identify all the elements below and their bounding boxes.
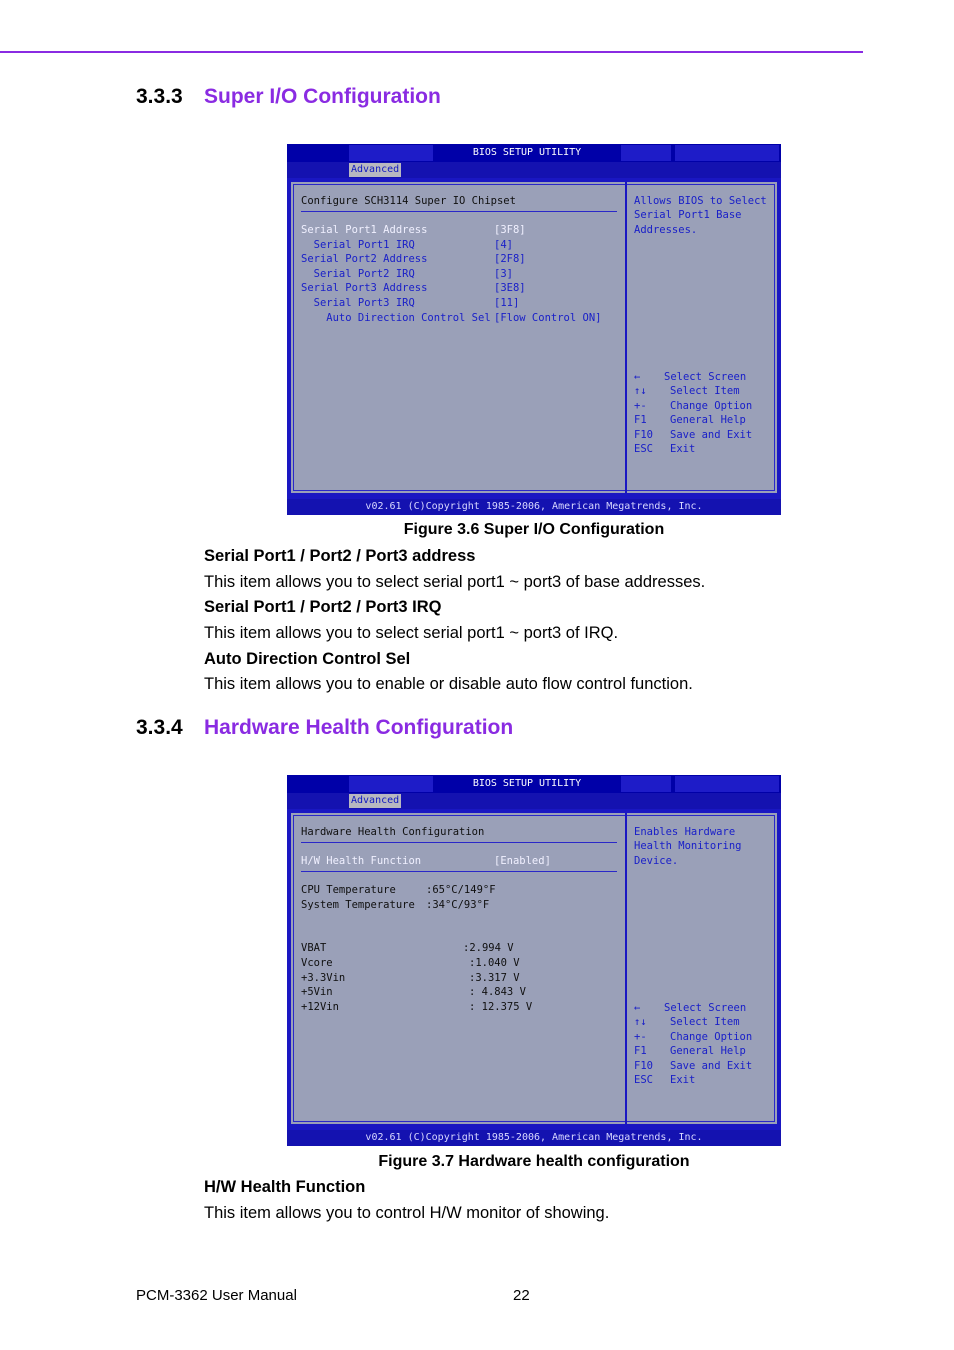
bios-screenshot-super-io [287,144,781,515]
bios-key-name: +- [634,1031,647,1043]
bios-panel-divider [625,182,627,493]
bios-help-text: Enables Hardware [634,826,736,838]
bios-readout-vcore-label: Vcore [301,957,333,969]
footer-page-number: 22 [513,1287,530,1304]
bios-key-desc: Save and Exit [670,429,753,441]
item-description: This item allows you to select serial port1 ~ port3 of base addresses. [204,573,706,591]
bios-tab-bar [287,793,781,809]
bios-key-name: +- [634,400,647,412]
bios-key-name: F1 [634,1045,647,1057]
bios-key-name: ESC [634,1074,653,1086]
section-heading-super-io [136,85,441,109]
bios-key-desc: Select Screen [664,1002,747,1014]
bios-value-auto-direction-control[interactable]: [Flow Control ON] [494,312,602,324]
bios-key-name: ← [634,1002,641,1014]
bios-status-bar: v02.61 (C)Copyright 1985-2006, American Megatrends, Inc. [287,499,781,515]
bios-section-heading: Configure SCH3114 Super IO Chipset [301,195,516,207]
section-number: 3.3.3 [136,85,183,108]
bios-help-text: Health Monitoring [634,840,742,852]
tab-advanced[interactable]: Advanced [351,164,400,175]
section-number: 3.3.4 [136,716,183,739]
bios-key-name: ← [634,371,641,383]
bios-value-serial-port3-address[interactable]: [3E8] [494,282,526,294]
bios-help-text: Addresses. [634,224,698,236]
section-title: Super I/O Configuration [204,85,441,108]
bios-main-panel [289,811,779,1126]
bios-setting-serial-port3-address[interactable]: Serial Port3 Address [301,282,428,294]
header-rule [0,51,863,53]
bios-key-name: ESC [634,443,653,455]
figure-caption: Figure 3.6 Super I/O Configuration [403,521,665,538]
section-heading-hardware-health [136,716,513,740]
item-description: This item allows you to control H/W monitor of showing. [204,1204,610,1222]
item-heading: H/W Health Function [204,1178,366,1196]
figure-caption: Figure 3.7 Hardware health configuration [378,1153,690,1170]
bios-screenshot-hardware-health [287,775,781,1146]
bios-key-desc: Change Option [670,400,753,412]
bios-value-serial-port3-irq[interactable]: [11] [494,297,520,309]
bios-readout-3v3: :3.317 V [469,972,520,984]
bios-key-name: F10 [634,1060,653,1072]
bios-title-bar [287,775,781,793]
bios-key-desc: General Help [670,414,746,426]
bios-setting-serial-port2-irq[interactable]: Serial Port2 IRQ [301,268,415,280]
bios-key-desc: Change Option [670,1031,753,1043]
bios-readout-system-temperature-label: System Temperature [301,899,415,911]
bios-title: BIOS SETUP UTILITY [472,147,582,158]
bios-title-bar [287,144,781,162]
bios-help-text: Serial Port1 Base [634,209,742,221]
bios-readout-5v-label: +5Vin [301,986,333,998]
item-description: This item allows you to enable or disable auto flow control function. [204,675,693,693]
item-heading: Serial Port1 / Port2 / Port3 address [204,547,476,565]
bios-key-desc: General Help [670,1045,746,1057]
bios-readout-5v: : 4.843 V [469,986,526,998]
bios-key-name: F1 [634,414,647,426]
bios-readout-cpu-temperature-label: CPU Temperature [301,884,396,896]
bios-key-desc: Exit [670,1074,696,1086]
item-heading: Serial Port1 / Port2 / Port3 IRQ [204,598,442,616]
bios-readout-12v: : 12.375 V [469,1001,533,1013]
bios-key-name: ↑↓ [634,385,647,397]
bios-value-serial-port1-address[interactable]: [3F8] [494,224,526,236]
bios-tab-bar [287,162,781,178]
bios-main-panel [289,180,779,495]
bios-value-serial-port2-irq[interactable]: [3] [494,268,513,280]
bios-setting-auto-direction-control[interactable]: Auto Direction Control Sel [301,312,491,324]
bios-readout-12v-label: +12Vin [301,1001,339,1013]
bios-readout-vbat: :2.994 V [463,942,514,954]
tab-advanced[interactable]: Advanced [351,795,400,806]
bios-setting-serial-port3-irq[interactable]: Serial Port3 IRQ [301,297,415,309]
bios-key-desc: Select Item [670,1016,740,1028]
bios-key-name: ↑↓ [634,1016,647,1028]
bios-readout-3v3-label: +3.3Vin [301,972,346,984]
bios-key-name: F10 [634,429,653,441]
item-heading: Auto Direction Control Sel [204,650,411,668]
bios-section-heading: Hardware Health Configuration [301,826,485,838]
bios-readout-vbat-label: VBAT [301,942,327,954]
footer-manual-name: PCM-3362 User Manual [136,1287,297,1304]
bios-setting-serial-port1-irq[interactable]: Serial Port1 IRQ [301,239,415,251]
bios-status-bar: v02.61 (C)Copyright 1985-2006, American Megatrends, Inc. [287,1130,781,1146]
bios-readout-cpu-temperature: :65°C/149°F [426,884,496,896]
bios-readout-vcore: :1.040 V [469,957,520,969]
bios-panel-divider [625,813,627,1124]
bios-key-desc: Exit [670,443,696,455]
section-title: Hardware Health Configuration [204,716,514,739]
bios-key-desc: Select Item [670,385,740,397]
bios-setting-serial-port2-address[interactable]: Serial Port2 Address [301,253,428,265]
bios-value-serial-port2-address[interactable]: [2F8] [494,253,526,265]
bios-value-serial-port1-irq[interactable]: [4] [494,239,513,251]
bios-title: BIOS SETUP UTILITY [472,778,582,789]
bios-key-desc: Save and Exit [670,1060,753,1072]
bios-readout-system-temperature: :34°C/93°F [426,899,490,911]
bios-help-text: Allows BIOS to Select [634,195,767,207]
bios-setting-hw-health-function[interactable]: H/W Health Function [301,855,422,867]
bios-setting-serial-port1-address[interactable]: Serial Port1 Address [301,224,428,236]
bios-key-desc: Select Screen [664,371,747,383]
bios-value-hw-health-function[interactable]: [Enabled] [494,855,551,867]
item-description: This item allows you to select serial port1 ~ port3 of IRQ. [204,624,619,642]
bios-help-text: Device. [634,855,679,867]
